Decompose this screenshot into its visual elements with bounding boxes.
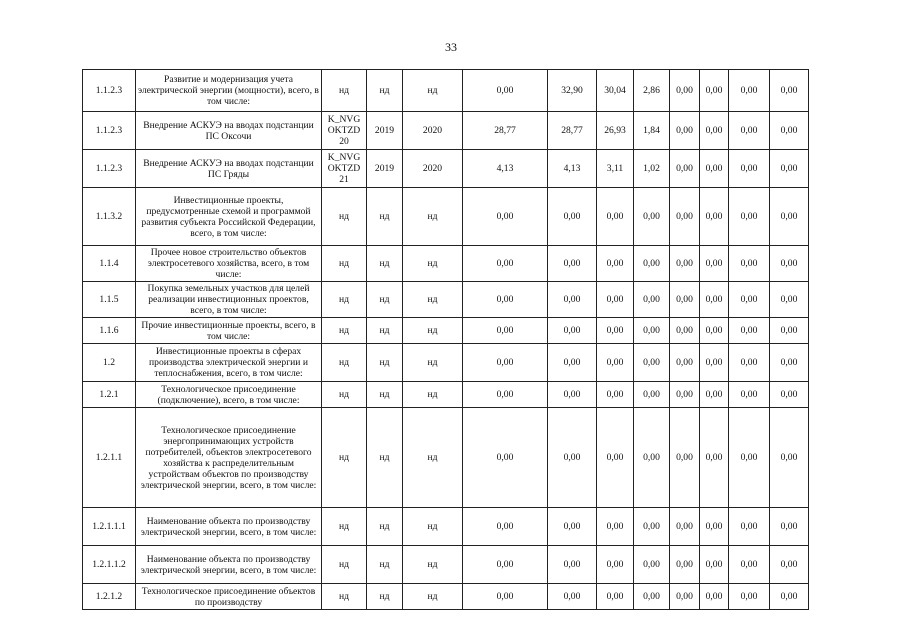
end-year-cell: нд bbox=[403, 584, 463, 610]
name-cell: Инвестиционные проекты в сферах производства электрической энергии и теплоснабжения, всего, в том числе: bbox=[136, 344, 322, 382]
value-cell: 0,00 bbox=[597, 546, 634, 584]
value-cell: 0,00 bbox=[700, 508, 729, 546]
value-cell: 4,13 bbox=[548, 150, 597, 188]
investment-table bbox=[82, 69, 809, 610]
end-year-cell: нд bbox=[403, 70, 463, 112]
value-cell: 0,00 bbox=[770, 344, 809, 382]
value-cell: 0,00 bbox=[770, 150, 809, 188]
value-cell: 0,00 bbox=[634, 188, 670, 246]
project-id-cell: нд bbox=[322, 382, 367, 408]
value-cell: 0,00 bbox=[597, 318, 634, 344]
value-cell: 0,00 bbox=[770, 112, 809, 150]
value-cell: 0,00 bbox=[700, 282, 729, 318]
value-cell: 0,00 bbox=[729, 150, 770, 188]
value-cell: 28,77 bbox=[463, 112, 548, 150]
value-cell: 0,00 bbox=[700, 188, 729, 246]
start-year-cell: нд bbox=[367, 382, 403, 408]
name-cell: Технологическое присоединение (подключение), всего, в том числе: bbox=[136, 382, 322, 408]
start-year-cell: нд bbox=[367, 188, 403, 246]
value-cell: 0,00 bbox=[700, 408, 729, 508]
start-year-cell: нд bbox=[367, 508, 403, 546]
table-row bbox=[83, 112, 809, 150]
value-cell: 0,00 bbox=[700, 584, 729, 610]
value-cell: 0,00 bbox=[597, 408, 634, 508]
value-cell: 0,00 bbox=[548, 508, 597, 546]
value-cell: 0,00 bbox=[770, 282, 809, 318]
value-cell: 30,04 bbox=[597, 70, 634, 112]
value-cell: 0,00 bbox=[670, 508, 700, 546]
code-cell: 1.1.3.2 bbox=[83, 188, 136, 246]
code-cell: 1.1.5 bbox=[83, 282, 136, 318]
end-year-cell: нд bbox=[403, 318, 463, 344]
value-cell: 0,00 bbox=[700, 344, 729, 382]
value-cell: 0,00 bbox=[670, 382, 700, 408]
project-id-cell: нд bbox=[322, 246, 367, 282]
value-cell: 0,00 bbox=[770, 70, 809, 112]
value-cell: 0,00 bbox=[770, 408, 809, 508]
start-year-cell: нд bbox=[367, 584, 403, 610]
value-cell: 0,00 bbox=[463, 344, 548, 382]
value-cell: 0,00 bbox=[548, 282, 597, 318]
code-cell: 1.2.1.1.2 bbox=[83, 546, 136, 584]
value-cell: 0,00 bbox=[670, 318, 700, 344]
value-cell: 0,00 bbox=[463, 584, 548, 610]
value-cell: 0,00 bbox=[634, 344, 670, 382]
name-cell: Внедрение АСКУЭ на вводах подстанции ПС Гряды bbox=[136, 150, 322, 188]
value-cell: 0,00 bbox=[729, 246, 770, 282]
value-cell: 0,00 bbox=[700, 150, 729, 188]
value-cell: 0,00 bbox=[770, 318, 809, 344]
value-cell: 0,00 bbox=[463, 382, 548, 408]
value-cell: 0,00 bbox=[548, 408, 597, 508]
value-cell: 1,02 bbox=[634, 150, 670, 188]
project-id-cell: нд bbox=[322, 546, 367, 584]
value-cell: 0,00 bbox=[700, 382, 729, 408]
project-id-cell: нд bbox=[322, 584, 367, 610]
value-cell: 0,00 bbox=[634, 408, 670, 508]
page-number: 33 bbox=[445, 40, 457, 54]
start-year-cell: 2019 bbox=[367, 112, 403, 150]
name-cell: Инвестиционные проекты, предусмотренные схемой и программой развития субъекта Российской Федерации, всего, в том числе: bbox=[136, 188, 322, 246]
value-cell: 0,00 bbox=[670, 188, 700, 246]
table-row bbox=[83, 318, 809, 344]
table-row bbox=[83, 150, 809, 188]
value-cell: 0,00 bbox=[597, 508, 634, 546]
value-cell: 0,00 bbox=[729, 382, 770, 408]
code-cell: 1.2.1.2 bbox=[83, 584, 136, 610]
value-cell: 0,00 bbox=[463, 408, 548, 508]
project-id-cell: нд bbox=[322, 188, 367, 246]
value-cell: 0,00 bbox=[548, 188, 597, 246]
value-cell: 26,93 bbox=[597, 112, 634, 150]
value-cell: 0,00 bbox=[700, 546, 729, 584]
end-year-cell: 2020 bbox=[403, 112, 463, 150]
value-cell: 0,00 bbox=[700, 246, 729, 282]
value-cell: 3,11 bbox=[597, 150, 634, 188]
name-cell: Прочие инвестиционные проекты, всего, в том числе: bbox=[136, 318, 322, 344]
code-cell: 1.2 bbox=[83, 344, 136, 382]
end-year-cell: нд bbox=[403, 508, 463, 546]
value-cell: 0,00 bbox=[670, 344, 700, 382]
value-cell: 0,00 bbox=[670, 546, 700, 584]
code-cell: 1.1.6 bbox=[83, 318, 136, 344]
value-cell: 0,00 bbox=[548, 318, 597, 344]
name-cell: Наименование объекта по производству электрической энергии, всего, в том числе: bbox=[136, 508, 322, 546]
value-cell: 0,00 bbox=[597, 188, 634, 246]
value-cell: 0,00 bbox=[700, 318, 729, 344]
project-id-cell: нд bbox=[322, 318, 367, 344]
value-cell: 0,00 bbox=[597, 584, 634, 610]
value-cell: 0,00 bbox=[548, 584, 597, 610]
name-cell: Наименование объекта по производству электрической энергии, всего, в том числе: bbox=[136, 546, 322, 584]
value-cell: 0,00 bbox=[670, 584, 700, 610]
value-cell: 0,00 bbox=[770, 188, 809, 246]
value-cell: 0,00 bbox=[634, 546, 670, 584]
value-cell: 0,00 bbox=[463, 188, 548, 246]
value-cell: 0,00 bbox=[634, 246, 670, 282]
value-cell: 0,00 bbox=[670, 408, 700, 508]
end-year-cell: нд bbox=[403, 382, 463, 408]
value-cell: 0,00 bbox=[463, 282, 548, 318]
start-year-cell: 2019 bbox=[367, 150, 403, 188]
end-year-cell: нд bbox=[403, 408, 463, 508]
code-cell: 1.2.1.1.1 bbox=[83, 508, 136, 546]
project-id-cell: нд bbox=[322, 70, 367, 112]
value-cell: 0,00 bbox=[463, 246, 548, 282]
value-cell: 0,00 bbox=[729, 344, 770, 382]
value-cell: 0,00 bbox=[634, 508, 670, 546]
name-cell: Технологическое присоединение энергопринимающих устройств потребителей, объектов электросетевого хозяйства к распределительным устройствам объектов по производству электрической энергии, всего, в том числе: bbox=[136, 408, 322, 508]
value-cell: 0,00 bbox=[729, 70, 770, 112]
value-cell: 0,00 bbox=[729, 508, 770, 546]
end-year-cell: нд bbox=[403, 282, 463, 318]
value-cell: 0,00 bbox=[729, 188, 770, 246]
value-cell: 0,00 bbox=[463, 508, 548, 546]
value-cell: 0,00 bbox=[729, 584, 770, 610]
table-row bbox=[83, 282, 809, 318]
value-cell: 0,00 bbox=[670, 246, 700, 282]
value-cell: 0,00 bbox=[770, 584, 809, 610]
value-cell: 0,00 bbox=[729, 112, 770, 150]
value-cell: 0,00 bbox=[729, 408, 770, 508]
value-cell: 0,00 bbox=[548, 546, 597, 584]
table-row bbox=[83, 70, 809, 112]
value-cell: 32,90 bbox=[548, 70, 597, 112]
table-row bbox=[83, 546, 809, 584]
value-cell: 0,00 bbox=[729, 282, 770, 318]
end-year-cell: нд bbox=[403, 344, 463, 382]
name-cell: Внедрение АСКУЭ на вводах подстанции ПС Оксочи bbox=[136, 112, 322, 150]
start-year-cell: нд bbox=[367, 246, 403, 282]
table-row bbox=[83, 408, 809, 508]
value-cell: 0,00 bbox=[670, 150, 700, 188]
project-id-cell: K_NVG OKTZD 20 bbox=[322, 112, 367, 150]
project-id-cell: нд bbox=[322, 408, 367, 508]
name-cell: Прочее новое строительство объектов электросетевого хозяйства, всего, в том числе: bbox=[136, 246, 322, 282]
value-cell: 4,13 bbox=[463, 150, 548, 188]
value-cell: 0,00 bbox=[670, 70, 700, 112]
value-cell: 0,00 bbox=[597, 382, 634, 408]
start-year-cell: нд bbox=[367, 70, 403, 112]
table-row bbox=[83, 584, 809, 610]
code-cell: 1.1.2.3 bbox=[83, 150, 136, 188]
value-cell: 0,00 bbox=[548, 246, 597, 282]
table-row bbox=[83, 188, 809, 246]
value-cell: 1,84 bbox=[634, 112, 670, 150]
value-cell: 0,00 bbox=[700, 112, 729, 150]
start-year-cell: нд bbox=[367, 318, 403, 344]
value-cell: 0,00 bbox=[548, 344, 597, 382]
value-cell: 0,00 bbox=[597, 344, 634, 382]
value-cell: 0,00 bbox=[463, 318, 548, 344]
name-cell: Развитие и модернизация учета электрической энергии (мощности), всего, в том числе: bbox=[136, 70, 322, 112]
value-cell: 0,00 bbox=[597, 246, 634, 282]
end-year-cell: нд bbox=[403, 246, 463, 282]
value-cell: 0,00 bbox=[548, 382, 597, 408]
name-cell: Покупка земельных участков для целей реализации инвестиционных проектов, всего, в том числе: bbox=[136, 282, 322, 318]
value-cell: 2,86 bbox=[634, 70, 670, 112]
value-cell: 0,00 bbox=[770, 382, 809, 408]
code-cell: 1.2.1.1 bbox=[83, 408, 136, 508]
project-id-cell: нд bbox=[322, 344, 367, 382]
value-cell: 0,00 bbox=[729, 546, 770, 584]
value-cell: 0,00 bbox=[634, 382, 670, 408]
value-cell: 0,00 bbox=[463, 70, 548, 112]
value-cell: 0,00 bbox=[770, 246, 809, 282]
value-cell: 0,00 bbox=[770, 508, 809, 546]
table-row bbox=[83, 344, 809, 382]
value-cell: 0,00 bbox=[670, 282, 700, 318]
value-cell: 0,00 bbox=[463, 546, 548, 584]
value-cell: 0,00 bbox=[634, 318, 670, 344]
value-cell: 28,77 bbox=[548, 112, 597, 150]
value-cell: 0,00 bbox=[670, 112, 700, 150]
value-cell: 0,00 bbox=[634, 584, 670, 610]
value-cell: 0,00 bbox=[597, 282, 634, 318]
code-cell: 1.2.1 bbox=[83, 382, 136, 408]
value-cell: 0,00 bbox=[770, 546, 809, 584]
project-id-cell: нд bbox=[322, 282, 367, 318]
code-cell: 1.1.2.3 bbox=[83, 112, 136, 150]
start-year-cell: нд bbox=[367, 344, 403, 382]
start-year-cell: нд bbox=[367, 282, 403, 318]
project-id-cell: K_NVG OKTZD 21 bbox=[322, 150, 367, 188]
end-year-cell: 2020 bbox=[403, 150, 463, 188]
value-cell: 0,00 bbox=[700, 70, 729, 112]
table-row bbox=[83, 246, 809, 282]
value-cell: 0,00 bbox=[729, 318, 770, 344]
table-row bbox=[83, 382, 809, 408]
code-cell: 1.1.2.3 bbox=[83, 70, 136, 112]
end-year-cell: нд bbox=[403, 546, 463, 584]
project-id-cell: нд bbox=[322, 508, 367, 546]
start-year-cell: нд bbox=[367, 546, 403, 584]
value-cell: 0,00 bbox=[634, 282, 670, 318]
end-year-cell: нд bbox=[403, 188, 463, 246]
table-row bbox=[83, 508, 809, 546]
start-year-cell: нд bbox=[367, 408, 403, 508]
name-cell: Технологическое присоединение объектов по производству bbox=[136, 584, 322, 610]
code-cell: 1.1.4 bbox=[83, 246, 136, 282]
